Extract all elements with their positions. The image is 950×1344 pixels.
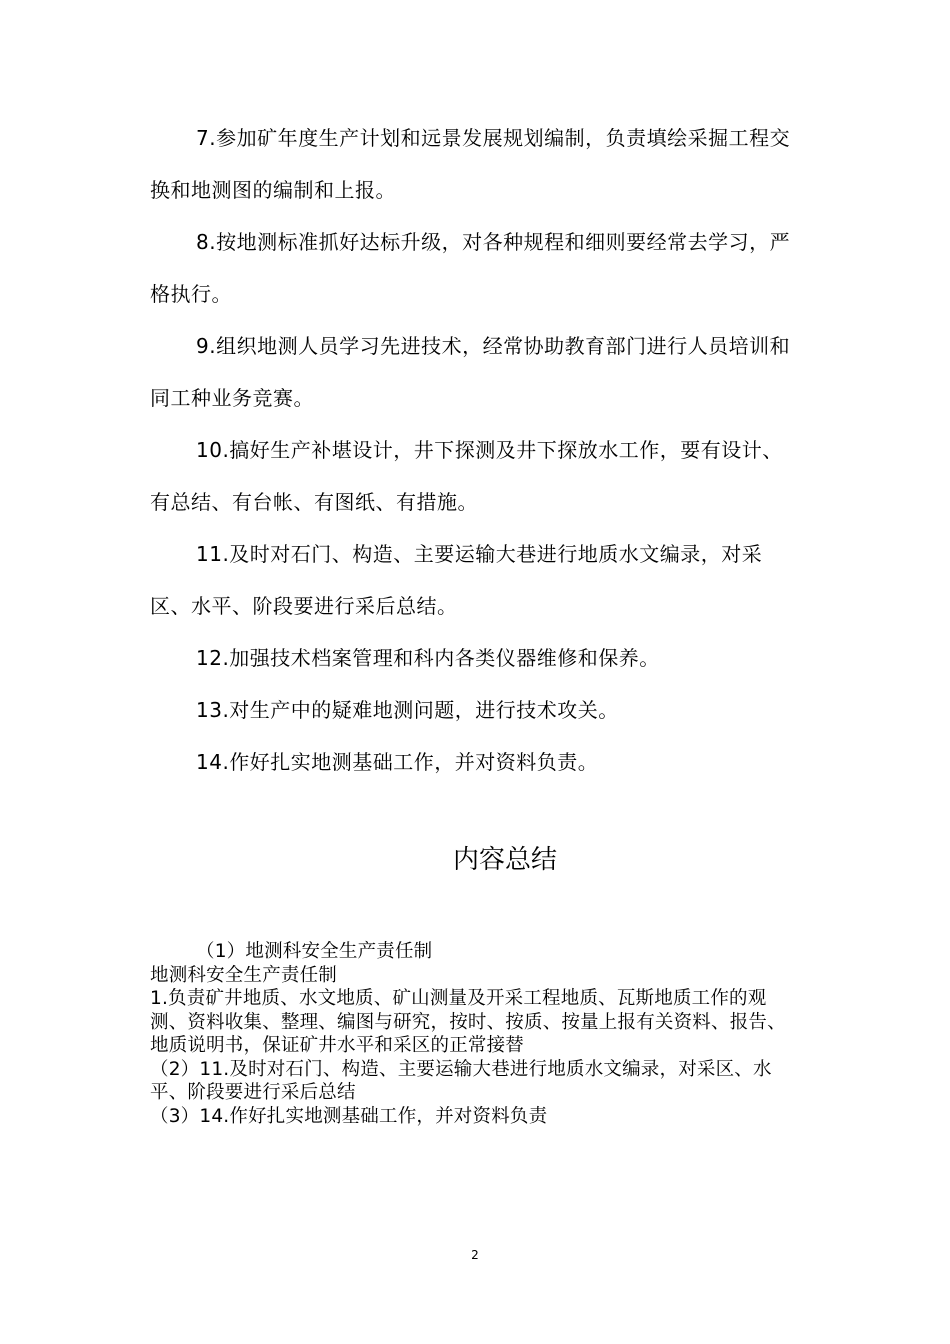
duty-item-11: 11.及时对石门、构造、主要运输大巷进行地质水文编录，对采区、水平、阶段要进行采后总结。 (150, 542, 763, 618)
duty-item-12: 12.加强技术档案管理和科内各类仪器维修和保养。 (196, 646, 660, 670)
duty-item-8: 8.按地测标准抓好达标升级，对各种规程和细则要经常去学习，严格执行。 (150, 230, 791, 306)
page-number: 2 (471, 1248, 479, 1262)
duty-item-14: 14.作好扎实地测基础工作，并对资料负责。 (196, 750, 599, 774)
duty-item-7: 7.参加矿年度生产计划和远景发展规划编制，负责填绘采掘工程交换和地测图的编制和上报。 (150, 126, 791, 202)
duty-list (150, 112, 798, 788)
summary-item-3: （3）14.作好扎实地测基础工作，并对资料负责 (150, 1105, 548, 1127)
summary-section (150, 940, 800, 1128)
duty-item-9: 9.组织地测人员学习先进技术，经常协助教育部门进行人员培训和同工种业务竞赛。 (150, 334, 791, 410)
summary-item-1-body: 1.负责矿井地质、水文地质、矿山测量及开采工程地质、瓦斯地质工作的观测、资料收集、整理、编图与研究，按时、按质、按量上报有关资料、报告、地质说明书，保证矿井水平和采区的正常接替 (150, 988, 786, 1056)
summary-item-1-title: 地测科安全生产责任制 (150, 964, 338, 986)
duty-item-10: 10.搞好生产补堪设计，井下探测及井下探放水工作，要有设计、有总结、有台帐、有图纸、有措施。 (150, 438, 783, 514)
summary-item-2: （2）11.及时对石门、构造、主要运输大巷进行地质水文编录，对采区、水平、阶段要进行采后总结 (150, 1058, 772, 1103)
summary-heading: 内容总结 (452, 845, 557, 875)
duty-item-13: 13.对生产中的疑难地测问题，进行技术攻关。 (196, 698, 619, 722)
summary-item-1-label: （1）地测科安全生产责任制 (196, 941, 433, 962)
